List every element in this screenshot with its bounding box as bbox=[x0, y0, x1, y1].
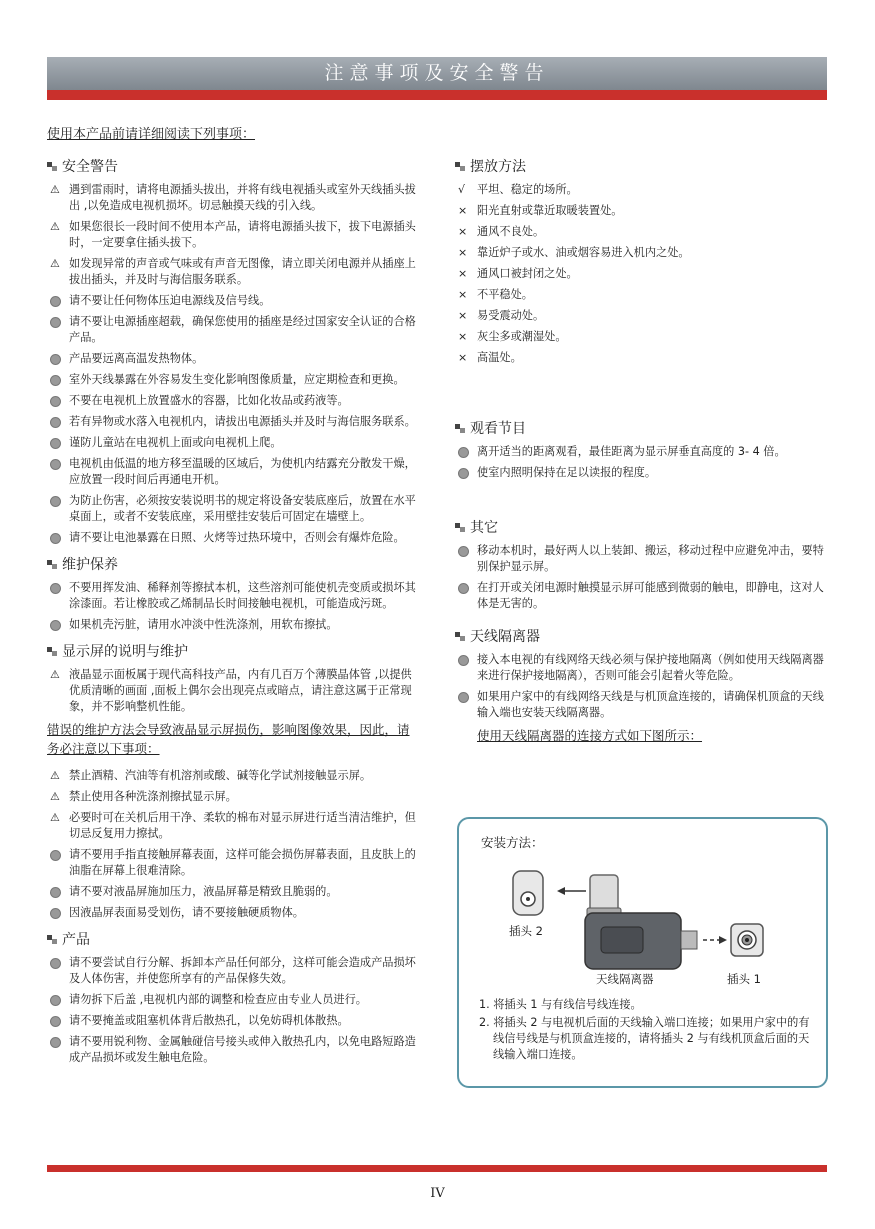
list-item-text: 平坦、稳定的场所。 bbox=[477, 183, 578, 196]
isolator-device-icon bbox=[585, 875, 697, 969]
list-item-text: 禁止使用各种洗涤剂擦拭显示屏。 bbox=[69, 790, 237, 803]
isolator-illustration bbox=[459, 819, 826, 989]
list-item bbox=[455, 287, 827, 303]
placement-list bbox=[455, 182, 827, 366]
list-item-text: 请不要尝试自行分解、拆卸本产品任何部分，这样可能会造成产品损坏及人体伤害，并使您所享有的产品保修失效。 bbox=[69, 956, 416, 985]
list-item bbox=[47, 810, 419, 842]
cross-icon: × bbox=[458, 204, 468, 217]
list-item-text: 必要时可在关机后用干净、柔软的棉布对显示屏进行适当清洁维护，但切忌反复用力擦拭。 bbox=[69, 811, 416, 840]
list-item-text: 灰尘多或潮湿处。 bbox=[477, 330, 567, 343]
list-item bbox=[455, 652, 827, 684]
section-marker-icon bbox=[455, 522, 465, 532]
list-item-text: 产品要远离高温发热物体。 bbox=[69, 352, 204, 365]
display-list-2 bbox=[47, 768, 419, 921]
display-warning: 错误的维护方法会导致液晶显示屏损伤，影响图像效果，因此，请务必注意以下事项： bbox=[47, 722, 410, 756]
list-item bbox=[47, 789, 419, 805]
arrow-right-icon bbox=[703, 936, 727, 944]
footer-bar bbox=[47, 1165, 827, 1172]
cross-icon: × bbox=[458, 246, 468, 259]
list-item bbox=[455, 266, 827, 282]
section-heading: 产品 bbox=[47, 929, 419, 949]
section-marker-icon bbox=[47, 934, 57, 944]
list-item-text: 请不要让任何物体压迫电源线及信号线。 bbox=[69, 294, 271, 307]
maintenance-list bbox=[47, 580, 419, 633]
bullet-dot-icon bbox=[50, 884, 61, 903]
bullet-dot-icon bbox=[50, 955, 61, 974]
list-item-text: 请不要掩盖或阻塞机体背后散热孔，以免妨碍机体散热。 bbox=[69, 1014, 349, 1027]
plug-1-icon bbox=[731, 924, 763, 956]
bullet-dot-icon bbox=[50, 314, 61, 333]
isolator-label: 天线隔离器 bbox=[596, 972, 654, 986]
warning-icon: ⚠ bbox=[50, 183, 60, 196]
check-icon: √ bbox=[458, 183, 466, 196]
section-heading: 观看节目 bbox=[455, 418, 827, 438]
list-item-text: 请不要用手指直接触屏幕表面，这样可能会损伤屏幕表面，且皮肤上的油脂在屏幕上很难清除。 bbox=[69, 848, 416, 877]
list-item bbox=[47, 580, 419, 612]
list-item bbox=[47, 768, 419, 784]
list-item bbox=[455, 182, 827, 198]
list-item-text: 谨防儿童站在电视机上面或向电视机上爬。 bbox=[69, 436, 282, 449]
list-item bbox=[47, 530, 419, 546]
list-item bbox=[47, 493, 419, 525]
list-item-text: 靠近炉子或水、油或烟容易进入机内之处。 bbox=[477, 246, 690, 259]
list-item bbox=[455, 224, 827, 240]
bullet-dot-icon bbox=[50, 1013, 61, 1032]
bullet-dot-icon bbox=[458, 543, 469, 562]
list-item-text: 如果您很长一段时间不使用本产品，请将电源插头拔下，拔下电源插头时，一定要拿住插头拔下。 bbox=[69, 220, 416, 249]
bullet-dot-icon bbox=[50, 905, 61, 924]
list-item bbox=[47, 1034, 419, 1066]
list-item-text: 禁止酒精、汽油等有机溶剂或酸、碱等化学试剂接触显示屏。 bbox=[69, 769, 372, 782]
list-item bbox=[455, 329, 827, 345]
warning-icon: ⚠ bbox=[50, 811, 60, 824]
bullet-dot-icon bbox=[458, 444, 469, 463]
list-item bbox=[455, 689, 827, 721]
list-item-text: 阳光直射或靠近取暖装置处。 bbox=[477, 204, 623, 217]
list-item-text: 若有异物或水落入电视机内，请拔出电源插头并及时与海信服务联系。 bbox=[69, 415, 416, 428]
list-item-text: 高温处。 bbox=[477, 351, 522, 364]
cross-icon: × bbox=[458, 309, 468, 322]
warning-icon: ⚠ bbox=[50, 769, 60, 782]
list-item-text: 通风不良处。 bbox=[477, 225, 545, 238]
list-item bbox=[47, 256, 419, 288]
list-item bbox=[455, 580, 827, 612]
list-item-text: 不平稳处。 bbox=[477, 288, 533, 301]
section-heading: 摆放方法 bbox=[455, 156, 827, 176]
section-marker-icon bbox=[47, 559, 57, 569]
list-item bbox=[47, 219, 419, 251]
list-item bbox=[455, 308, 827, 324]
bullet-dot-icon bbox=[50, 617, 61, 636]
list-item bbox=[47, 884, 419, 900]
section-heading: 显示屏的说明与维护 bbox=[47, 641, 419, 661]
bullet-dot-icon bbox=[50, 435, 61, 454]
section-heading: 其它 bbox=[455, 517, 827, 537]
cross-icon: × bbox=[458, 288, 468, 301]
list-item bbox=[455, 444, 827, 460]
right-column bbox=[455, 156, 827, 744]
list-item-text: 室外天线暴露在外容易发生变化影响图像质量，应定期检查和更换。 bbox=[69, 373, 405, 386]
list-item-text: 易受震动处。 bbox=[477, 309, 545, 322]
cross-icon: × bbox=[458, 330, 468, 343]
list-item-text: 使室内照明保持在足以读报的程度。 bbox=[477, 466, 657, 479]
bullet-dot-icon bbox=[458, 689, 469, 708]
section-marker-icon bbox=[47, 646, 57, 656]
list-item-text: 如果机壳污脏，请用水冲淡中性洗涤剂，用软布擦拭。 bbox=[69, 618, 338, 631]
page-number: IV bbox=[430, 1186, 445, 1201]
install-diagram bbox=[457, 817, 828, 1088]
bullet-dot-icon bbox=[50, 1034, 61, 1053]
list-item-text: 液晶显示面板属于现代高科技产品，内有几百万个薄膜晶体管 ,以提供优质清晰的画面 ,面板上偶尔会出现亮点或暗点，请注意这属于正常现象，并不影响整机性能。 bbox=[69, 668, 412, 713]
list-item-text: 如发现异常的声音或气味或有声音无图像，请立即关闭电源并从插座上拔出插头，并及时与海信服务联系。 bbox=[69, 257, 416, 286]
list-item bbox=[47, 905, 419, 921]
list-item bbox=[47, 456, 419, 488]
list-item bbox=[47, 314, 419, 346]
cross-icon: × bbox=[458, 351, 468, 364]
viewing-list bbox=[455, 444, 827, 481]
list-item-text: 请不要让电源插座超载，确保您使用的插座是经过国家安全认证的合格产品。 bbox=[69, 315, 416, 344]
bullet-dot-icon bbox=[50, 847, 61, 866]
list-item-text: 离开适当的距离观看，最佳距离为显示屏垂直高度的 3- 4 倍。 bbox=[477, 445, 786, 458]
section-heading: 安全警告 bbox=[47, 156, 419, 176]
section-marker-icon bbox=[455, 161, 465, 171]
diagram-link-text: 使用天线隔离器的连接方式如下图所示： bbox=[477, 728, 703, 743]
plug-1-label: 插头 1 bbox=[727, 972, 761, 986]
list-item bbox=[47, 955, 419, 987]
list-item-text: 因液晶屏表面易受划伤，请不要接触硬质物体。 bbox=[69, 906, 304, 919]
step-1: 1. 将插头 1 与有线信号线连接。 bbox=[479, 998, 642, 1011]
list-item-text: 接入本电视的有线网络天线必须与保护接地隔离（例如使用天线隔离器来进行保护接地隔离），否则可能会引起着火等危险。 bbox=[477, 653, 824, 682]
header-title: 注意事项及安全警告 bbox=[47, 57, 827, 90]
list-item bbox=[47, 617, 419, 633]
bullet-dot-icon bbox=[458, 465, 469, 484]
cross-icon: × bbox=[458, 225, 468, 238]
section-heading: 维护保养 bbox=[47, 554, 419, 574]
list-item-text: 请勿拆下后盖 ,电视机内部的调整和检查应由专业人员进行。 bbox=[69, 993, 367, 1006]
section-heading: 天线隔离器 bbox=[455, 626, 827, 646]
bullet-dot-icon bbox=[50, 580, 61, 599]
section-marker-icon bbox=[455, 423, 465, 433]
bullet-dot-icon bbox=[50, 493, 61, 512]
bullet-dot-icon bbox=[50, 992, 61, 1011]
list-item bbox=[47, 293, 419, 309]
list-item bbox=[455, 203, 827, 219]
bullet-dot-icon bbox=[50, 293, 61, 312]
safety-list bbox=[47, 182, 419, 546]
list-item bbox=[47, 847, 419, 879]
list-item bbox=[47, 1013, 419, 1029]
list-item-text: 请不要让电池暴露在日照、火烤等过热环境中，否则会有爆炸危险。 bbox=[69, 531, 405, 544]
display-list bbox=[47, 667, 419, 715]
list-item bbox=[47, 182, 419, 214]
cross-icon: × bbox=[458, 267, 468, 280]
list-item-text: 请不要对液晶屏施加压力，液晶屏幕是精致且脆弱的。 bbox=[69, 885, 338, 898]
bullet-dot-icon bbox=[50, 372, 61, 391]
list-item-text: 移动本机时，最好两人以上装卸、搬运，移动过程中应避免冲击，要特别保护显示屏。 bbox=[477, 544, 824, 573]
list-item bbox=[47, 393, 419, 409]
list-item-text: 请不要用锐利物、金属触碰信号接头或伸入散热孔内，以免电路短路造成产品损坏或发生触电危险。 bbox=[69, 1035, 416, 1064]
warning-icon: ⚠ bbox=[50, 220, 60, 233]
other-list bbox=[455, 543, 827, 612]
bullet-dot-icon bbox=[458, 652, 469, 671]
install-steps bbox=[479, 997, 814, 1065]
list-item bbox=[455, 245, 827, 261]
list-item bbox=[47, 351, 419, 367]
product-list bbox=[47, 955, 419, 1066]
plug-2-label: 插头 2 bbox=[509, 924, 543, 938]
list-item bbox=[47, 992, 419, 1008]
list-item-text: 电视机由低温的地方移至温暖的区域后，为使机内结露充分散发干燥，应放置一段时间后再通电开机。 bbox=[69, 457, 416, 486]
list-item-text: 在打开或关闭电源时触摸显示屏可能感到微弱的触电，即静电，这对人体是无害的。 bbox=[477, 581, 824, 610]
list-item-text: 遇到雷雨时，请将电源插头拔出，并将有线电视插头或室外天线插头拔出 ,以免造成电视机损坏。切忌触摸天线的引入线。 bbox=[69, 183, 416, 212]
intro-text: 使用本产品前请详细阅读下列事项： bbox=[47, 127, 256, 142]
warning-icon: ⚠ bbox=[50, 668, 60, 681]
bullet-dot-icon bbox=[50, 393, 61, 412]
list-item bbox=[47, 667, 419, 715]
isolator-list bbox=[455, 652, 827, 721]
bullet-dot-icon bbox=[50, 351, 61, 370]
list-item bbox=[47, 372, 419, 388]
list-item bbox=[47, 414, 419, 430]
diagram-title: 安装方法： bbox=[481, 835, 544, 850]
list-item bbox=[455, 350, 827, 366]
bullet-dot-icon bbox=[50, 456, 61, 475]
list-item-text: 不要在电视机上放置盛水的容器，比如化妆品或药液等。 bbox=[69, 394, 349, 407]
plug-2-icon bbox=[513, 871, 543, 915]
list-item-text: 如果用户家中的有线网络天线是与机顶盒连接的，请确保机顶盒的天线输入端也安装天线隔离器。 bbox=[477, 690, 824, 719]
step-2: 2. 将插头 2 与电视机后面的天线输入端口连接；如果用户家中的有线信号线是与机顶盒连接的，请将插头 2 与有线机顶盒后面的天线输入端口连接。 bbox=[479, 1016, 810, 1061]
section-marker-icon bbox=[47, 161, 57, 171]
section-marker-icon bbox=[455, 631, 465, 641]
list-item bbox=[455, 543, 827, 575]
list-item bbox=[47, 435, 419, 451]
list-item bbox=[455, 465, 827, 481]
header-bar bbox=[47, 90, 827, 100]
warning-icon: ⚠ bbox=[50, 790, 60, 803]
bullet-dot-icon bbox=[50, 530, 61, 549]
bullet-dot-icon bbox=[458, 580, 469, 599]
arrow-left-icon bbox=[557, 887, 586, 895]
list-item-text: 为防止伤害，必须按安装说明书的规定将设备安装底座后，放置在水平桌面上，或者不安装底座，采用壁挂安装后可固定在墙壁上。 bbox=[69, 494, 416, 523]
list-item-text: 不要用挥发油、稀释剂等擦拭本机，这些溶剂可能使机壳变质或损坏其涂漆面。若让橡胶或乙烯制品长时间接触电视机，可能造成污斑。 bbox=[69, 581, 416, 610]
warning-icon: ⚠ bbox=[50, 257, 60, 270]
list-item-text: 通风口被封闭之处。 bbox=[477, 267, 578, 280]
bullet-dot-icon bbox=[50, 414, 61, 433]
left-column bbox=[47, 156, 419, 1071]
